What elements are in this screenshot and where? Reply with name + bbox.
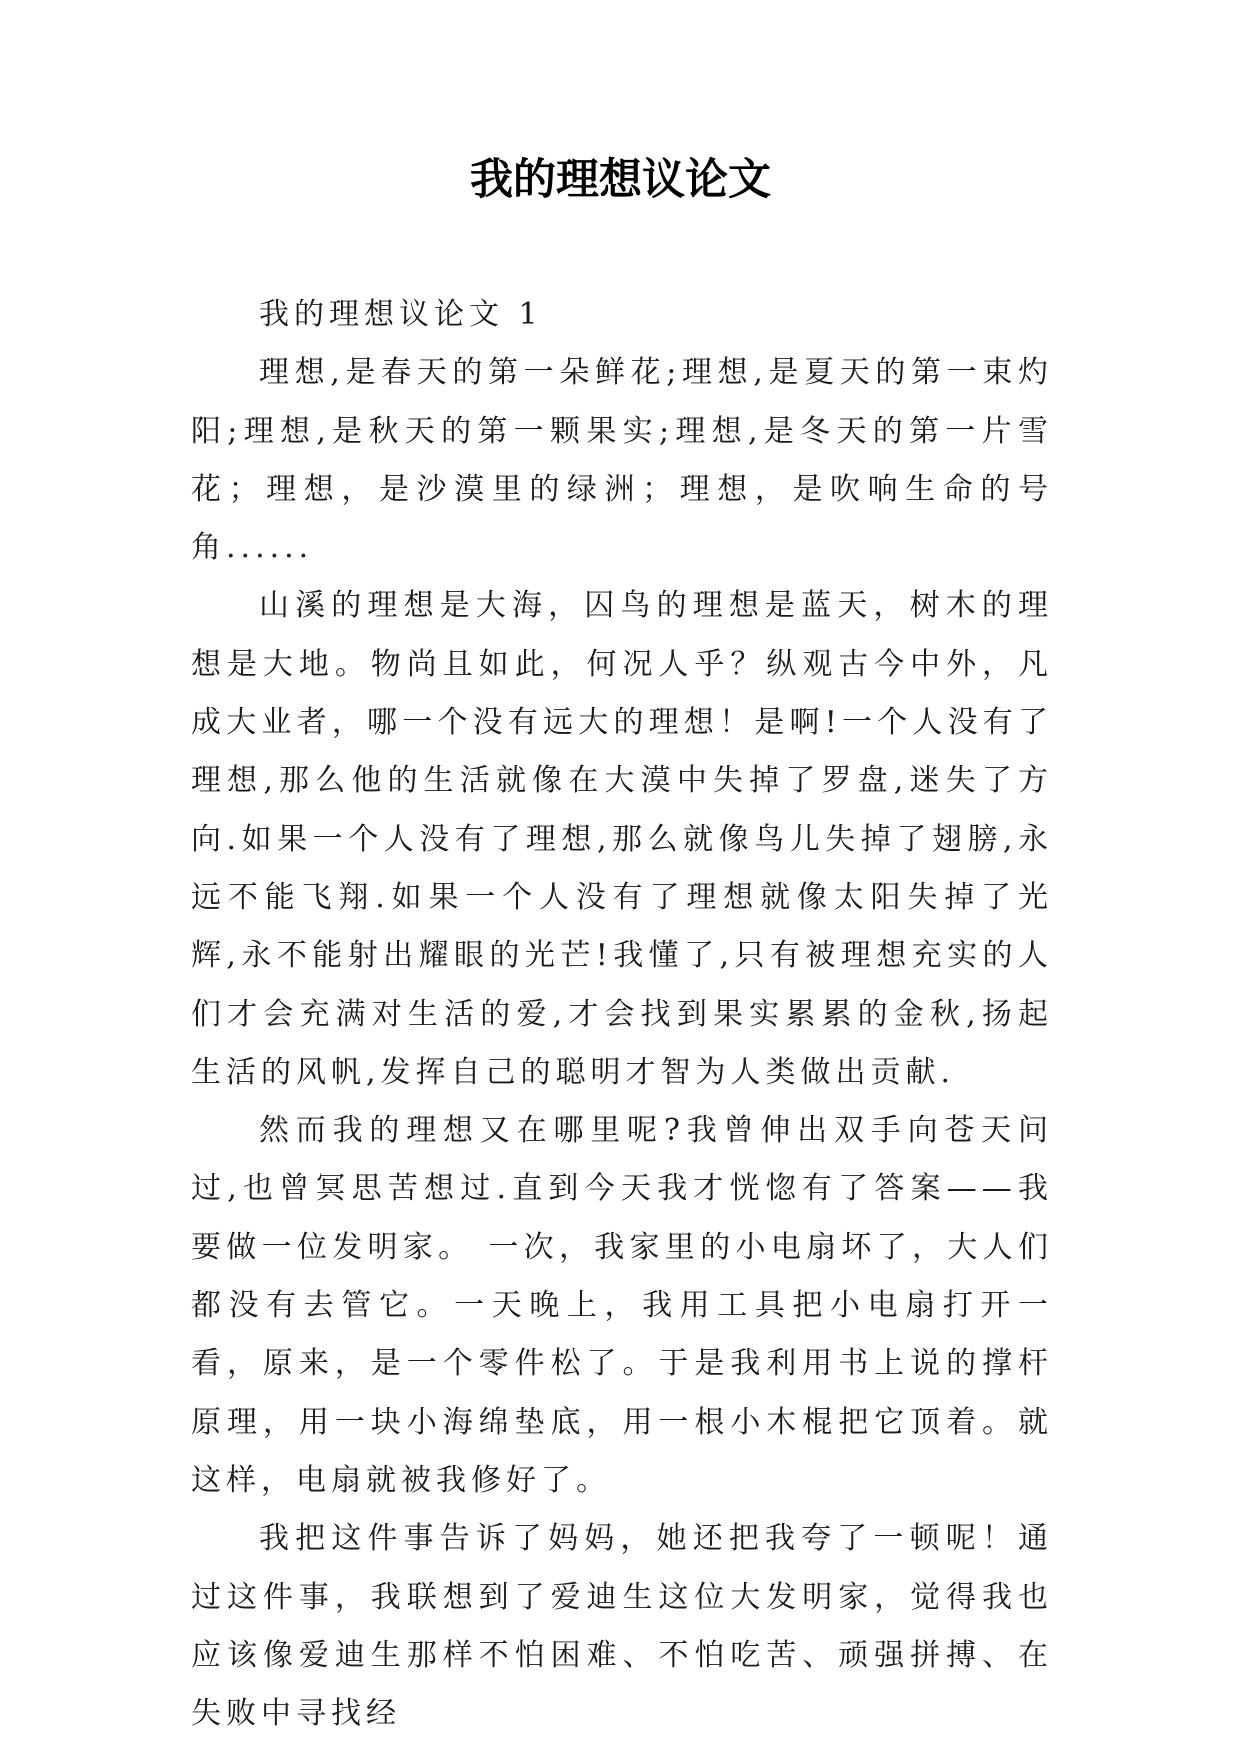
- document-title: 我的理想议论文: [470, 155, 771, 205]
- paragraph-4: 我把这件事告诉了妈妈，她还把我夸了一顿呢！通过这件事，我联想到了爱迪生这位大发明家，觉得我也应该像爱迪生那样不怕困难、不怕吃苦、顽强拼搏、在失败中寻找经: [191, 1521, 1053, 1732]
- paragraph-3: 然而我的理想又在哪里呢?我曾伸出双手向苍天问过,也曾冥思苦想过.直到今天我才恍惚有了答案——我要做一位发明家。 一次，我家里的小电扇坏了，大人们都没有去管它。一天晚上，我用工具把小电扇打开一看，原来，是一个零件松了。于是我利用书上说的撑杆原理，用一块小海绵垫底，用一根小木棍把它顶着。就这样，电扇就被我修好了。: [191, 1113, 1053, 1498]
- section-heading: 我的理想议论文 1: [259, 297, 543, 332]
- paragraph-1: 理想,是春天的第一朵鲜花;理想,是夏天的第一束灼阳;理想,是秋天的第一颗果实;理想,是冬天的第一片雪花；理想，是沙漠里的绿洲；理想，是吹响生命的号角......: [191, 355, 1053, 566]
- document-body: [191, 286, 1053, 1743]
- paragraph-2: 山溪的理想是大海，囚鸟的理想是蓝天，树木的理想是大地。物尚且如此，何况人乎？纵观古今中外，凡成大业者，哪一个没有远大的理想！是啊!一个人没有了理想,那么他的生活就像在大漠中失掉了罗盘,迷失了方向.如果一个人没有了理想,那么就像鸟儿失掉了翅膀,永远不能飞翔.如果一个人没有了理想就像太阳失掉了光辉,永不能射出耀眼的光芒!我懂了,只有被理想充实的人们才会充满对生活的爱,才会找到果实累累的金秋,扬起生活的风帆,发挥自己的聪明才智为人类做出贡献.: [191, 588, 1053, 1090]
